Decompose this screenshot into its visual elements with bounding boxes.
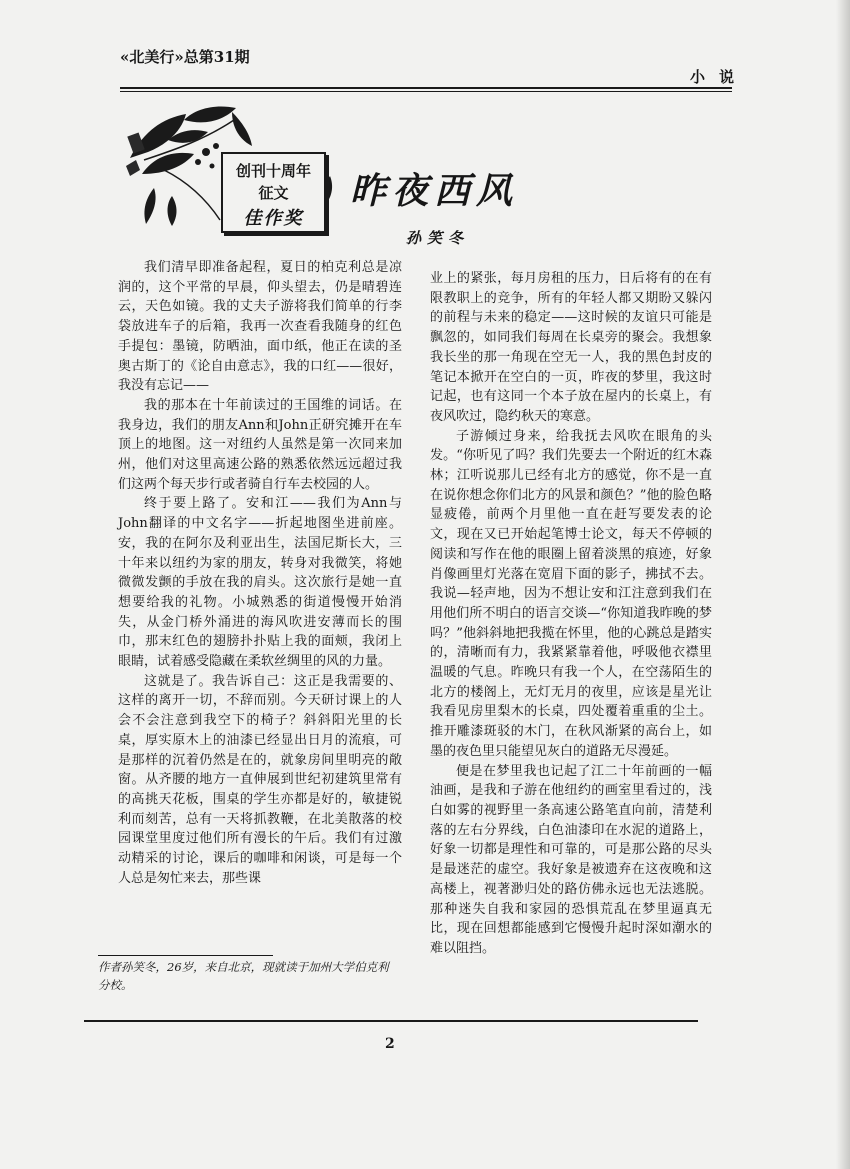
footnote-rule (98, 955, 273, 956)
paragraph-continued: 业上的紧张，每月房租的压力，日后将有的在有限教职上的竞争，所有的年轻人都又期盼又躲闪的前程与未来的稳定——这时候的友谊只可能是飘忽的，如同我们每周在长桌旁的聚会。我想象我长坐的那一角现在空无一人，我的黑色封皮的笔记本掀开在空白的一页，昨夜的梦里，我这时记起，也有这同一个本子放在屋内的长桌上，有夜风吹过，隐约秋天的寒意。 (430, 271, 712, 424)
paragraph: 我的那本在十年前读过的王国维的词话。在我身边，我们的朋友Ann和John正研究摊开在车顶上的地图。这一对纽约人虽然是第一次同来加州，他们对这里高速公路的熟悉依然远远超过我们这两个每天步行或者骑自行车去校园的人。 (118, 397, 402, 492)
scan-edge-shadow (836, 0, 850, 1169)
anniversary-award-badge (221, 152, 326, 233)
paragraph: 便是在梦里我也记起了江二十年前画的一幅油画，是我和子游在他纽约的画室里看过的，浅白如雾的视野里一条高速公路笔直向前，清楚利落的左右分界线，白色油漆印在水泥的道路上，好象一切都是理性和可靠的，可是那公路的尽头是最迷茫的虚空。我好象是被遗弃在这夜晚和这高楼上，视著渺归处的路仿佛永远也无法逃脱。那种迷失自我和家园的恐惧荒乱在梦里逼真无比，现在回想都能感到它慢慢升起时深如潮水的难以阻挡。 (430, 763, 712, 956)
paragraph: 这就是了。我告诉自己：这正是我需要的、这样的离开一切，不辞而别。今天研讨课上的人会不会注意到我空下的椅子？斜斜阳光里的长桌，厚实原木上的油漆已经显出日月的流痕，可是那样的沉着仍然是在的，就象房间里明亮的敞窗。从齐腰的地方一直伸展到世纪初建筑里常有的高挑天花板，围桌的学生亦都是好的，敏捷锐利而刻苦，总有一天将抓教鞭，在北美散落的校园课堂里度过他们所有漫长的午后。我们有过激动精采的讨论，课后的咖啡和闲谈，可是每一个人总是匆忙来去，那些课 (118, 673, 402, 886)
right-text-column (430, 269, 712, 959)
section-header: 小说 (690, 68, 749, 86)
paragraph: 终于要上路了。安和江——我们为Ann与John翻译的中文名字——折起地图坐进前座。安，我的在阿尔及利亚出生，法国尼斯长大，三十年来以纽约为家的朋友，转身对我微笑，将她微微发颤的手放在我的肩头。这次旅行是她一直想要给我的礼物。小城熟悉的街道慢慢开始消失，从金门桥外涌进的海风吹进安薄而长的围巾，那末红色的翅膀扑扑贴上我的面颊，我闭上眼睛，试着感受隐藏在柔软丝绸里的风的力量。 (118, 496, 402, 670)
left-text-column (118, 258, 402, 889)
author-footnote: 作者孙笑冬，26岁，来自北京，现就读于加州大学伯克利分校。 (98, 960, 389, 992)
badge-line-2: 征文 (258, 184, 289, 202)
paragraph: 子游倾过身来，给我抚去风吹在眼角的头发。“你听见了吗？我们先要去一个附近的红木森林；江听说那儿已经有北方的感觉，你不是一直在说你想念你们北方的风景和颜色？”他的脸色略显疲倦，前两个月里他一直在赶写要发表的论文，现在又已开始起笔博士论文，每天不停顿的阅读和写作在他的眼圈上留着淡黑的痕迹，好象肖像画里灯光落在宽眉下面的影子，拂拭不去。我说—轻声地，因为不想让安和江注意到我们在用他们所不明白的语言交谈—“你知道我昨晚的梦吗？”他斜斜地把我揽在怀里，他的心跳总是踏实的，清晰而有力，我紧紧靠着他，呼吸他衣襟里温暖的气息。昨晚只有我一个人，在空荡陌生的北方的楼阁上，无灯无月的夜里，应该是星光让我看见房里梨木的长桌，四处覆着重重的尘土。推开雕漆斑驳的木门，在秋风渐紧的高台上，如墨的夜色里只能望见灰白的道路无尽漫延。 (430, 428, 712, 759)
footer-rule (84, 1020, 698, 1022)
paragraph: 我们清早即准备起程，夏日的柏克利总是凉润的，这个平常的早晨，仰头望去，仍是晴碧连云，天色如镜。我的丈夫子游将我们简单的行李袋放进车子的后箱，我再一次查看我随身的红色手提包：墨镜，防晒油，面巾纸，他正在读的圣奥古斯丁的《论自由意志》，我的口红——很好，我没有忘记—— (118, 260, 402, 394)
page-number: 2 (385, 1036, 395, 1052)
issue-header: «北美行»总第31期 (120, 48, 250, 66)
article-author: 孙笑冬 (406, 229, 470, 247)
header-rule (120, 87, 732, 89)
badge-line-3: 佳作奖 (243, 208, 304, 229)
badge-line-1: 创刊十周年 (235, 162, 311, 180)
article-title: 昨夜西风 (350, 170, 519, 212)
header-rule-thin (120, 91, 732, 92)
